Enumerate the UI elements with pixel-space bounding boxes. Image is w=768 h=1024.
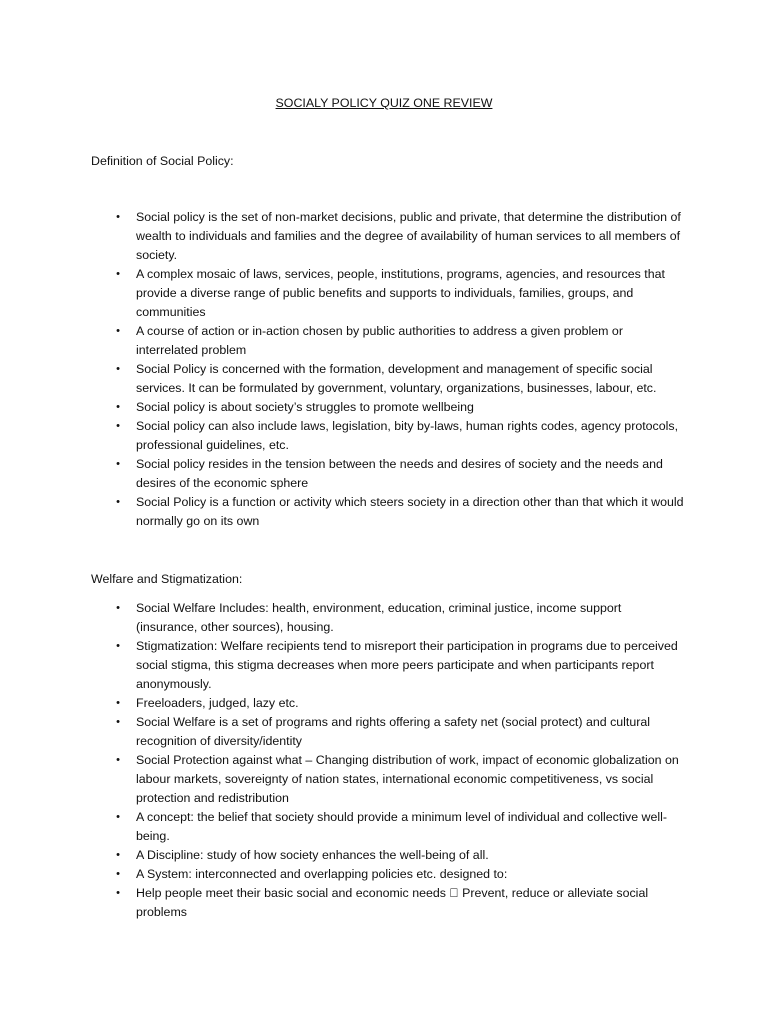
list-item	[0, 360, 768, 398]
definition-bullet-list	[0, 208, 768, 531]
bullet-icon: •	[116, 697, 120, 709]
bullet-icon: •	[116, 420, 120, 432]
list-item	[0, 208, 768, 265]
list-item-text: Social policy is about society’s struggles to promote wellbeing	[136, 400, 474, 414]
list-item	[0, 884, 768, 922]
bullet-icon: •	[116, 716, 120, 728]
list-item	[0, 865, 768, 884]
list-item	[0, 265, 768, 322]
list-item-text: Freeloaders, judged, lazy etc.	[136, 696, 299, 710]
list-item	[0, 322, 768, 360]
section-heading-definition: Definition of Social Policy:	[91, 154, 234, 168]
list-item-text: Social Welfare Includes: health, environment, education, criminal justice, income support (insurance, other sources), housing.	[136, 601, 622, 634]
list-item-text: A Discipline: study of how society enhances the well-being of all.	[136, 848, 489, 862]
bullet-icon: •	[116, 849, 120, 861]
list-item	[0, 599, 768, 637]
bullet-icon: •	[116, 640, 120, 652]
list-item-text: Social Welfare is a set of programs and rights offering a safety net (social protect) and cultural recognition of diversity/identity	[136, 715, 651, 748]
bullet-icon: •	[116, 887, 120, 899]
bullet-icon: •	[116, 602, 120, 614]
section-heading-welfare: Welfare and Stigmatization:	[91, 572, 243, 586]
bullet-icon: •	[116, 211, 120, 223]
list-item	[0, 694, 768, 713]
list-item	[0, 455, 768, 493]
list-item-text: A System: interconnected and overlapping policies etc. designed to:	[136, 867, 508, 881]
list-item	[0, 808, 768, 846]
list-item-text: Stigmatization: Welfare recipients tend to misreport their participation in programs due to perceived social stigma, this stigma decreases when more peers participate and when participants report anonymously.	[136, 639, 678, 691]
document-title: SOCIALY POLICY QUIZ ONE REVIEW	[275, 96, 493, 110]
list-item-text: Help people meet their basic social and economic needs Prevent, reduce or alleviate social problems	[136, 886, 636, 919]
list-item-text: A concept: the belief that society should provide a minimum level of individual and collective well-being.	[136, 810, 668, 843]
bullet-icon: •	[116, 268, 120, 280]
list-item	[0, 713, 768, 751]
bullet-icon: •	[116, 401, 120, 413]
list-item	[0, 846, 768, 865]
list-item-text: Social Policy is a function or activity which steers society in a direction other than that which it would normally go on its own	[136, 495, 684, 528]
bullet-icon: •	[116, 325, 120, 337]
list-item-text: Social Protection against what – Changing distribution of work, impact of economic globalization on labour markets, sovereignty of nation states, international economic competitiveness, vs social protection and redistribution	[136, 753, 679, 805]
list-item	[0, 398, 768, 417]
list-item-text: Social policy is the set of non-market decisions, public and private, that determine the distribution of wealth to individuals and families and the degree of availability of human services to all members of society.	[136, 210, 681, 262]
welfare-bullet-list	[0, 599, 768, 922]
bullet-icon: •	[116, 811, 120, 823]
list-item	[0, 751, 768, 808]
bullet-icon: •	[116, 458, 120, 470]
bullet-icon: •	[116, 363, 120, 375]
list-item-text: Social policy resides in the tension between the needs and desires of society and the needs and desires of the economic sphere	[136, 457, 663, 490]
bullet-icon: •	[116, 868, 120, 880]
list-item	[0, 493, 768, 531]
list-item-text: A complex mosaic of laws, services, people, institutions, programs, agencies, and resources that provide a diverse range of public benefits and supports to individuals, families, groups, and communities	[136, 267, 665, 319]
list-item	[0, 417, 768, 455]
list-item-text: A course of action or in-action chosen by public authorities to address a given problem or interrelated problem	[136, 324, 623, 357]
list-item	[0, 637, 768, 694]
bullet-icon: •	[116, 496, 120, 508]
list-item-text: Social policy can also include laws, legislation, bity by-laws, human rights codes, agency protocols, professional guidelines, etc.	[136, 419, 679, 452]
list-item-text: Social Policy is concerned with the formation, development and management of specific social services. It can be formulated by government, voluntary, organizations, businesses, labour, etc.	[136, 362, 657, 395]
bullet-icon: •	[116, 754, 120, 766]
